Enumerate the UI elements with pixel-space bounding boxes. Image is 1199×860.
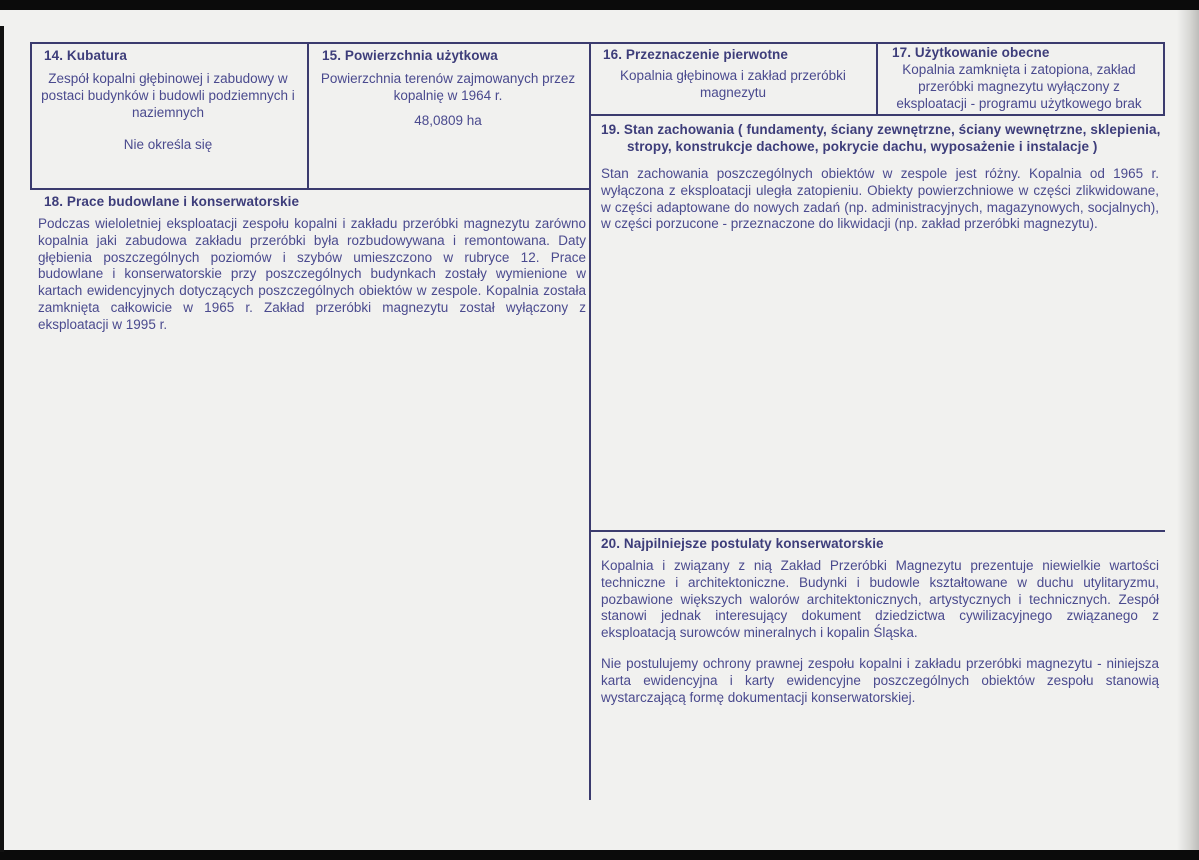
scan-edge-left (0, 26, 4, 852)
section-17-title: 17. Użytkowanie obecne (892, 45, 1050, 60)
grid-divider-16-17 (876, 42, 878, 116)
grid-top-border (30, 42, 1165, 44)
grid-center-divider (589, 42, 591, 800)
section-18-title: 18. Prace budowlane i konserwatorskie (44, 194, 300, 209)
section-14-title: 14. Kubatura (44, 48, 127, 63)
scan-edge-top (0, 0, 1199, 10)
grid-divider-14-15 (307, 42, 309, 190)
grid-top-border-section-20 (589, 530, 1165, 532)
section-15-body: Powierzchnia terenów zajmowanych przez kopalnię w 1964 r. (320, 71, 576, 103)
section-16-body: Kopalnia głębinowa i zakład przeróbki magnezytu (620, 68, 846, 100)
section-14-body: Zespół kopalni głębinowej i zabudowy w postaci budynków i budowli podziemnych i naziemnych (41, 71, 295, 120)
grid-right-border (1163, 42, 1165, 116)
grid-left-border (30, 42, 32, 190)
section-20-paragraph-2: Nie postulujemy ochrony prawnej zespołu kopalni i zakładu przeróbki magnezytu - niniejsza karta ewidencyjna i karty ewidencyjne poszczególnych obiektów zespołu stanowią wystarczającą formę dokumentacji konserwatorskiej. (601, 655, 1159, 705)
section-17-body: Kopalnia zamknięta i zatopiona, zakład przeróbki magnezytu wyłączony z eksploatacji - programu użytkowego brak (896, 62, 1142, 111)
section-15-title: 15. Powierzchnia użytkowa (322, 48, 498, 63)
section-19-body: Stan zachowania poszczególnych obiektów w zespole jest różny. Kopalnia od 1965 r. wyłączona z eksploatacji uległa zatopieniu. Obiekty powierzchniowe w części zlikwidowane, w części adaptowane do nowych zadań (np. administracyjnych, magazynowych, socjalnych), w części porzucone - przeznaczone do likwidacji (np. zakład przeróbki magnezytu). (601, 166, 1159, 232)
section-20-body (601, 558, 1159, 720)
section-20-paragraph-1: Kopalnia i związany z nią Zakład Przeróbki Magnezytu prezentuje niewielkie wartości techniczne i architektoniczne. Budynki i budowle kształtowane w duchu utylitaryzmu, pozbawione większych walorów architektonicznych, artystycznych i technicznych. Zespół stanowi jednak interesujący dokument dziedzictwa cywilizacyjnego związanego z eksploatacją surowców mineralnych i kopalin Śląska. (601, 558, 1159, 641)
grid-bottom-border-row-16-17 (589, 114, 1165, 116)
section-15-value: 48,0809 ha (414, 113, 482, 128)
section-19-title: 19. Stan zachowania ( fundamenty, ściany zewnętrzne, ściany wewnętrzne, sklepienia, stropy, konstrukcje dachowe, pokrycie dachu, wyposażenie i instalacje ) (601, 122, 1161, 154)
section-20-title: 20. Najpilniejsze postulaty konserwatorskie (601, 536, 884, 551)
section-18-body: Podczas wieloletniej eksploatacji zespołu kopalni i zakładu przeróbki magnezytu zarówno kopalnia jaki zabudowa zakładu przeróbki była rozbudowywana i remontowana. Daty głębienia poszczególnych poziomów i szybów umieszczono w rubryce 12. Prace budowlane i konserwatorskie przy poszczególnych budynkach zostały wymienione w kartach ewidencyjnych dotyczących poszczególnych obiektów w zespole. Kopalnia została zamknięta całkowicie w 1965 r. Zakład przeróbki magnezytu został wyłączony z eksploatacji w 1995 r. (38, 216, 586, 332)
grid-bottom-border-row-14-15 (30, 188, 591, 190)
section-14-value: Nie określa się (123, 137, 213, 152)
section-16-title: 16. Przeznaczenie pierwotne (603, 47, 789, 62)
scan-edge-bottom (0, 850, 1199, 860)
